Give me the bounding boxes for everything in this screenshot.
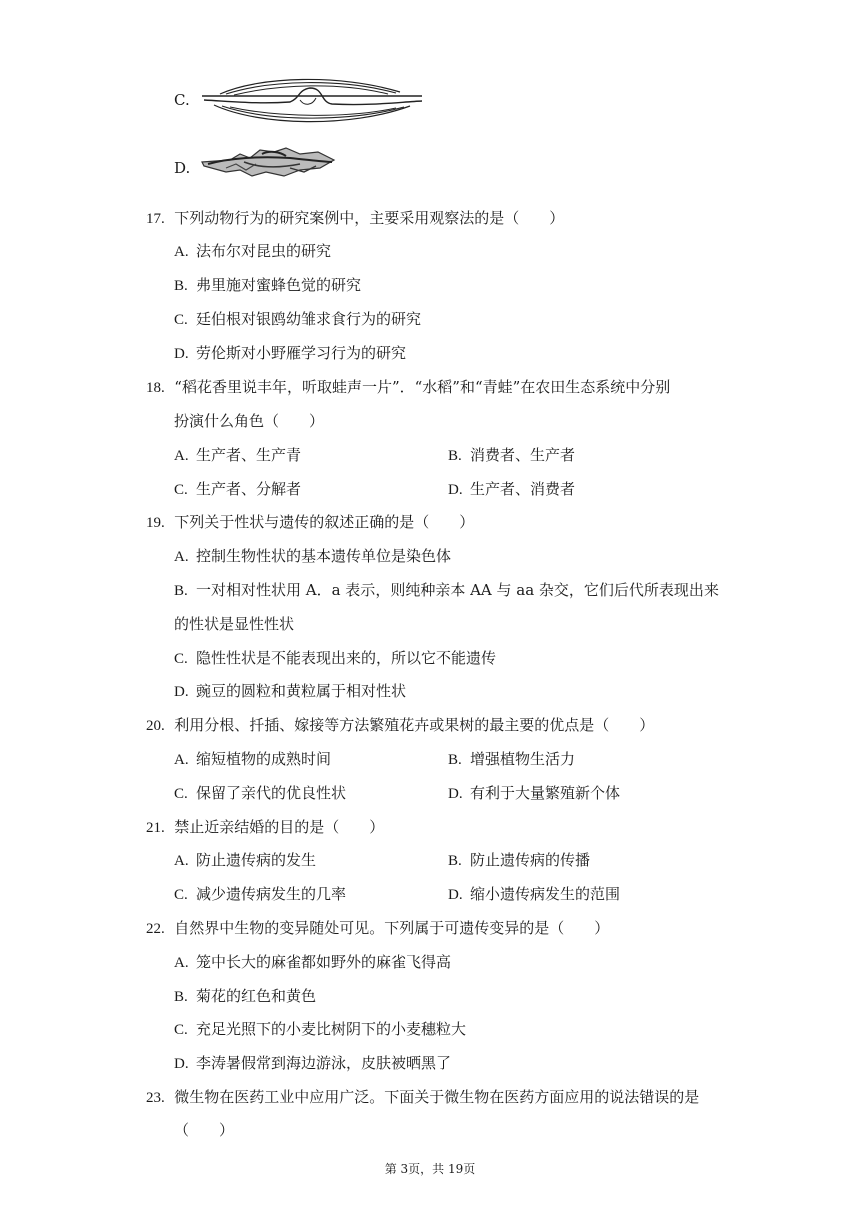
option-letter: D. [448, 482, 463, 498]
option-text: 弗里施对蜜蜂色觉的研究 [196, 276, 362, 294]
question-18-stem [146, 377, 670, 398]
figure-option-c-label: C. [174, 91, 190, 109]
option-text: 生产者、生产青 [196, 446, 302, 464]
option-text: 菊花的红色和黄色 [196, 987, 317, 1005]
question-text: 微生物在医药工业中应用广泛。下面关于微生物在医药方面应用的说法错误的是 [174, 1088, 700, 1106]
option-letter: A. [174, 244, 189, 260]
question-text: 禁止近亲结婚的目的是（ ） [174, 818, 385, 836]
question-text: 自然界中生物的变异随处可见。下列属于可遗传变异的是（ ） [174, 919, 610, 937]
question-text: “稻花香里说丰年，听取蛙声一片”．“水稻”和“青蛙”在农田生态系统中分别 [174, 378, 671, 396]
page-footer: 第 3页，共 19页 [384, 1162, 476, 1176]
option-letter: A. [174, 448, 189, 464]
option-letter: D. [448, 786, 463, 802]
question-number: 23. [146, 1090, 165, 1106]
option-text: 消费者、生产者 [470, 446, 576, 464]
option-text: 生产者、消费者 [470, 480, 576, 498]
option-letter: D. [174, 1056, 189, 1072]
question-20-option-d [448, 783, 620, 804]
option-letter: B. [448, 752, 462, 768]
option-letter: C. [174, 786, 188, 802]
option-text: 李涛暑假常到海边游泳，皮肤被晒黑了 [196, 1054, 452, 1072]
question-number: 18. [146, 380, 165, 396]
option-text: 增强植物生活力 [470, 750, 576, 768]
question-19-option-a [174, 546, 451, 567]
question-18-option-b [448, 445, 575, 466]
question-20-stem [146, 715, 654, 736]
option-letter: C. [174, 1022, 188, 1038]
option-text: 劳伦斯对小野雁学习行为的研究 [196, 344, 407, 362]
option-text: 豌豆的圆粒和黄粒属于相对性状 [196, 682, 407, 700]
question-20-option-c [174, 783, 346, 804]
question-17-option-d [174, 343, 406, 364]
question-18-option-a [174, 445, 301, 466]
option-letter: A. [174, 549, 189, 565]
option-letter: A. [174, 853, 189, 869]
question-21-option-c [174, 884, 346, 905]
option-text: 有利于大量繁殖新个体 [470, 784, 621, 802]
question-21-stem [146, 817, 384, 838]
question-18-option-c [174, 479, 301, 500]
option-letter: B. [448, 853, 462, 869]
question-17-option-a [174, 241, 331, 262]
question-17-option-b [174, 275, 361, 296]
figure-option-d-image [200, 142, 340, 182]
question-22-option-a [174, 952, 451, 973]
question-21-option-d [448, 884, 620, 905]
question-22-option-c [174, 1019, 466, 1040]
question-19-option-b [174, 580, 719, 601]
option-letter: C. [174, 312, 188, 328]
option-letter: D. [448, 887, 463, 903]
question-22-stem [146, 918, 609, 939]
question-19-option-d [174, 681, 406, 702]
option-letter: C. [174, 651, 188, 667]
question-text: 下列动物行为的研究案例中，主要采用观察法的是（ ） [174, 209, 565, 227]
question-22-option-b [174, 986, 316, 1007]
question-17-option-c [174, 309, 421, 330]
option-letter: C. [174, 887, 188, 903]
option-text: 法布尔对昆虫的研究 [196, 242, 332, 260]
option-text: 笼中长大的麻雀都如野外的麻雀飞得高 [196, 953, 452, 971]
option-letter: A. [174, 752, 189, 768]
figure-option-c-image [200, 72, 425, 130]
question-18-stem-cont: 扮演什么角色（ ） [174, 412, 325, 430]
question-19-stem [146, 512, 474, 533]
option-text: 缩短植物的成熟时间 [196, 750, 332, 768]
option-text: 保留了亲代的优良性状 [196, 784, 347, 802]
option-text: 防止遗传病的传播 [470, 851, 591, 869]
question-23-stem [146, 1087, 699, 1108]
option-text: 生产者、分解者 [196, 480, 302, 498]
option-letter: B. [174, 989, 188, 1005]
figure-option-d-label: D. [174, 159, 191, 177]
question-20-option-a [174, 749, 331, 770]
question-21-option-b [448, 850, 590, 871]
question-22-option-d [174, 1053, 451, 1074]
question-number: 20. [146, 718, 165, 734]
option-letter: B. [174, 583, 188, 599]
option-text: 减少遗传病发生的几率 [196, 885, 347, 903]
option-text: 廷伯根对银鸥幼雏求食行为的研究 [196, 310, 422, 328]
option-letter: B. [174, 278, 188, 294]
question-19-option-c [174, 648, 496, 669]
question-number: 17. [146, 211, 165, 227]
option-text: 充足光照下的小麦比树阴下的小麦穗粒大 [196, 1020, 467, 1038]
option-text: 防止遗传病的发生 [196, 851, 317, 869]
question-number: 21. [146, 820, 165, 836]
option-text: 一对相对性状用 A．a 表示，则纯种亲本 AA 与 aa 杂交，它们后代所表现出来 [196, 581, 719, 599]
question-19-option-b-cont: 的性状是显性性状 [174, 615, 295, 633]
question-number: 19. [146, 515, 165, 531]
question-21-option-a [174, 850, 316, 871]
option-text: 缩小遗传病发生的范围 [470, 885, 621, 903]
question-text: 下列关于性状与遗传的叙述正确的是（ ） [174, 513, 475, 531]
option-letter: A. [174, 955, 189, 971]
question-20-option-b [448, 749, 575, 770]
question-23-stem-cont: （ ） [174, 1121, 235, 1139]
option-letter: B. [448, 448, 462, 464]
option-letter: D. [174, 346, 189, 362]
option-text: 隐性性状是不能表现出来的，所以它不能遗传 [196, 649, 497, 667]
question-17-stem [146, 208, 564, 229]
question-text: 利用分根、扦插、嫁接等方法繁殖花卉或果树的最主要的优点是（ ） [174, 716, 655, 734]
option-letter: C. [174, 482, 188, 498]
option-text: 控制生物性状的基本遗传单位是染色体 [196, 547, 452, 565]
question-18-option-d [448, 479, 575, 500]
option-letter: D. [174, 684, 189, 700]
question-number: 22. [146, 921, 165, 937]
